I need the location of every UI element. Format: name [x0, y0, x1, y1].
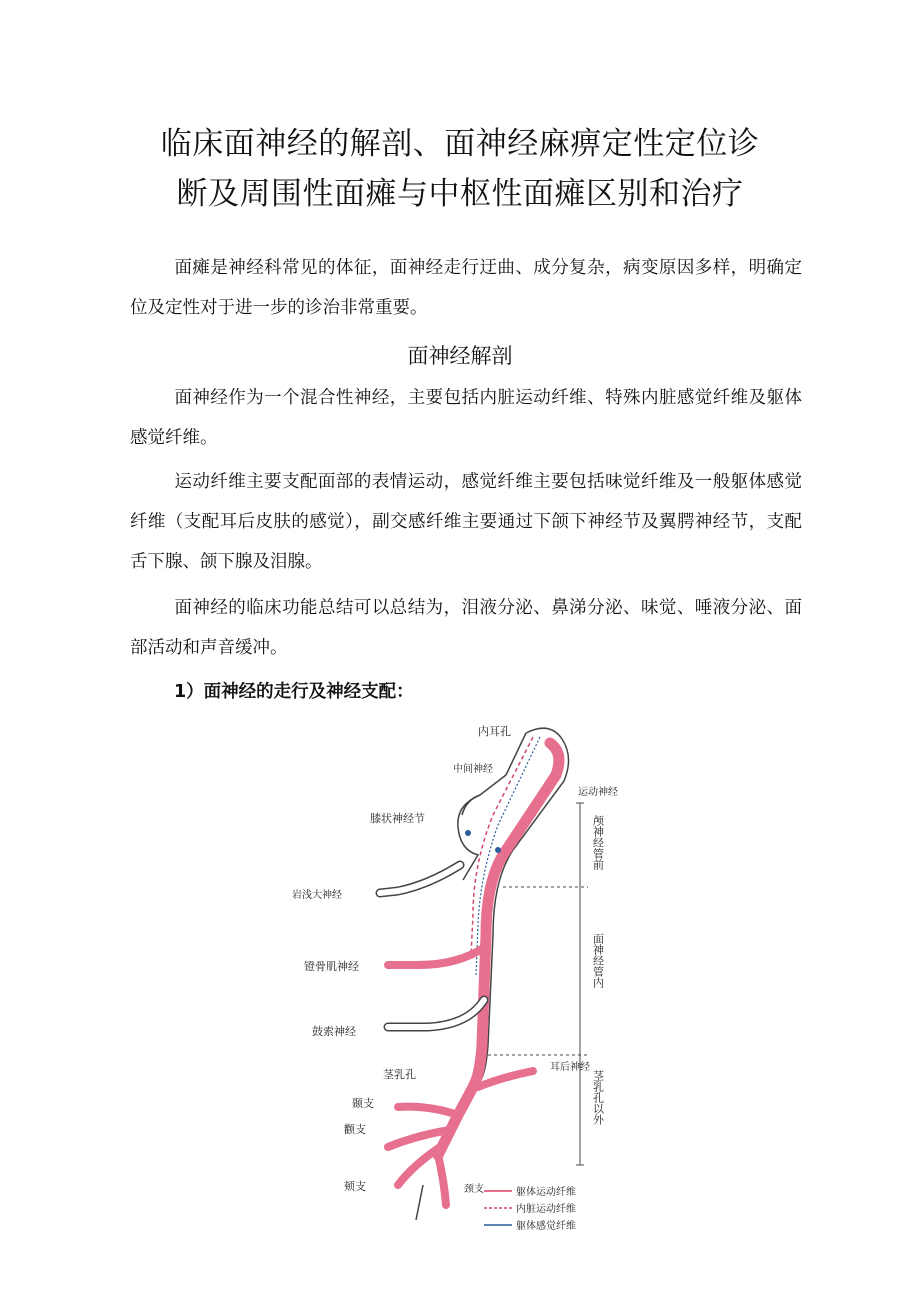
label-chorda-tympani: 鼓索神经 [312, 1025, 356, 1038]
label-temporal-branch: 颞支 [352, 1097, 374, 1110]
segment-intracranial: 颅神经管前 [591, 815, 605, 870]
label-stapedius: 镫骨肌神经 [304, 960, 359, 973]
segment-extracranial: 茎乳孔以外 [591, 1070, 605, 1125]
document-title-line-1: 临床面神经的解剖、面神经麻痹定性定位诊 [160, 126, 760, 162]
label-internal-meatus: 内耳孔 [478, 725, 511, 738]
legend-somatic-motor: 躯体运动纤维 [516, 1187, 576, 1198]
label-geniculate-ganglion: 膝状神经节 [370, 812, 425, 825]
sensory-dot [495, 847, 501, 853]
paragraph-3 [130, 588, 802, 668]
paragraph-3-text: 面神经的临床功能总结可以总结为，泪液分泌、鼻涕分泌、味觉、唾液分泌、面部活动和声音缓冲。 [130, 598, 802, 658]
motor-fiber-trunk [438, 743, 559, 1155]
label-cervical-branch: 颈支 [464, 1184, 484, 1195]
label-buccal-branch: 颊支 [344, 1180, 366, 1193]
segment-bracket [576, 803, 584, 1165]
temporal-branch-line [398, 1107, 458, 1115]
label-posterior-auricular: 耳后神经 [550, 1062, 590, 1073]
paragraph-1 [130, 378, 802, 458]
paragraph-2-text: 运动纤维主要支配面部的表情运动，感觉纤维主要包括味觉纤维及一般躯体感觉纤维（支配耳后皮肤的感觉），副交感纤维主要通过下颌下神经节及翼腭神经节，支配舌下腺、颌下腺及泪腺。 [130, 472, 802, 572]
subheading: 1）面神经的走行及神经支配： [174, 682, 414, 702]
label-motor-nerve: 运动神经 [578, 787, 618, 798]
cervical-branch-line [438, 1155, 446, 1205]
segment-dividers [488, 887, 588, 1055]
segment-canal: 面神经管内 [591, 933, 605, 988]
facial-nerve-diagram [288, 715, 638, 1235]
intro-text: 面瘫是神经科常见的体征，面神经走行迂曲、成分复杂，病变原因多样，明确定位及定性对于进一步的诊治非常重要。 [130, 258, 802, 318]
section-heading: 面神经解剖 [407, 344, 513, 368]
posterior-auricular-branch [478, 1071, 533, 1087]
document-title-line-2: 断及周围性面瘫与中枢性面瘫区别和治疗 [176, 176, 744, 212]
label-greater-petrosal: 岩浅大神经 [292, 890, 342, 901]
paragraph-1-text: 面神经作为一个混合性神经，主要包括内脏运动纤维、特殊内脏感觉纤维及躯体感觉纤维。 [130, 388, 802, 448]
label-zygomatic-branch: 颧支 [344, 1123, 366, 1136]
label-stylomastoid: 茎乳孔 [383, 1068, 416, 1081]
intro-paragraph [130, 248, 802, 328]
label-intermediate-nerve: 中间神经 [453, 764, 493, 775]
legend-visceral-motor: 内脏运动纤维 [516, 1204, 576, 1215]
figure-legend [484, 1185, 576, 1232]
legend-somatic-sensory: 躯体感觉纤维 [516, 1221, 576, 1232]
geniculate-dot [465, 830, 471, 836]
paragraph-2 [130, 462, 802, 582]
stapedius-branch [388, 947, 485, 965]
